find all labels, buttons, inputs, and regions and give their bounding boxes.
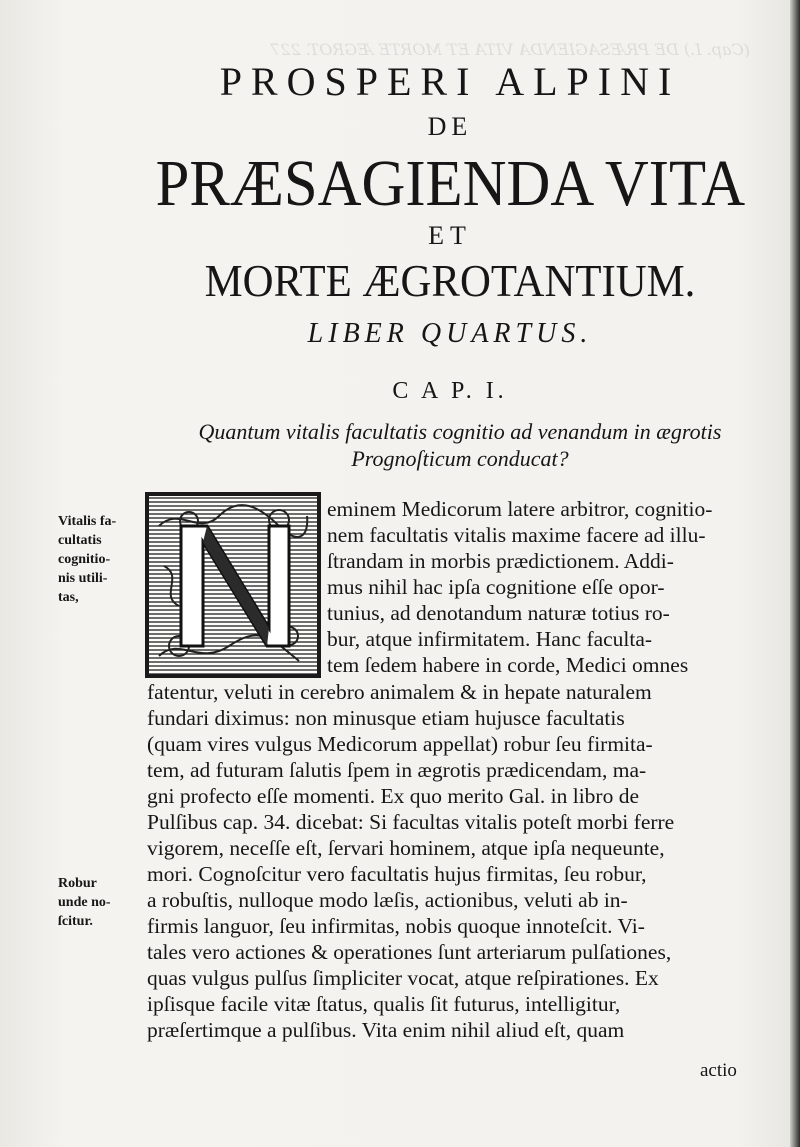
body-line: præſertimque a pulſibus. Vita enim nihil aliud eſt, quam: [147, 1018, 625, 1042]
chapter-title-line: Prognoſticum conducat?: [351, 446, 569, 471]
body-line: (quam vires vulgus Medicorum appellat) robur ſeu firmita-: [147, 732, 653, 756]
margin-note-robur: [58, 874, 140, 931]
body-line: ipſisque facile vitæ ſtatus, qualis ſit futurus, intelligitur,: [147, 992, 621, 1016]
margin-note-line: tas,: [58, 590, 79, 605]
body-line: mus nihil hac ipſa cognitione eſſe opor-: [327, 575, 665, 599]
decorated-initial-art: [149, 496, 317, 674]
decorated-initial: [145, 492, 321, 678]
margin-note-line: Vitalis fa-: [58, 514, 117, 529]
body-line: tales vero actiones & operationes ſunt arteriarum pulſationes,: [147, 940, 672, 964]
margin-note-vitalis: [58, 512, 140, 607]
page-edge-shadow: [790, 0, 800, 1147]
margin-note-line: ſcitur.: [58, 914, 93, 929]
body-line: gni profecto eſſe momenti. Ex quo merito Gal. in libro de: [147, 784, 639, 808]
body-line: vigorem, neceſſe eſt, ſervari hominem, atque ipſa nequeunte,: [147, 836, 665, 860]
margin-note-line: cognitio-: [58, 552, 111, 567]
body-line: a robuſtis, nulloque modo læſis, actionibus, veluti ab in-: [147, 888, 628, 912]
body-line: fundari diximus: non minusque etiam hujusce facultatis: [147, 706, 625, 730]
margin-note-line: nis utili-: [58, 571, 108, 586]
chapter-title: [150, 418, 770, 472]
bleed-through-text: (Cap. I.) DE PRÆSAGIENDA VITA ET MORTE ÆGROT. 227: [270, 40, 750, 59]
body-line: Pulſibus cap. 34. dicebat: Si facultas vitalis poteſt morbi ferre: [147, 810, 675, 834]
body-line: fatentur, veluti in cerebro animalem & in hepate naturalem: [147, 680, 652, 704]
margin-note-line: unde no-: [58, 895, 111, 910]
chapter-title-line: Quantum vitalis facultatis cognitio ad venandum in ægrotis: [198, 419, 722, 444]
subtitle: MORTE ÆGROTANTIUM.: [204, 255, 696, 306]
body-line: firmis languor, ſeu infirmitas, nobis quoque innoteſcit. Vi-: [147, 914, 645, 938]
body-line: eminem Medicorum latere arbitror, cognitio-: [327, 497, 713, 521]
catchword: actio: [700, 1060, 737, 1081]
body-line: tem ſedem habere in corde, Medici omnes: [327, 653, 689, 677]
author-heading: PROSPERI ALPINI: [219, 59, 681, 104]
body-line: mori. Cognoſcitur vero facultatis hujus firmitas, ſeu robur,: [147, 862, 647, 886]
book-number: LIBER QUARTUS.: [307, 318, 593, 349]
title-de: DE: [427, 112, 473, 141]
body-line: quas vulgus pulſus ſimpliciter vocat, atque reſpirationes. Ex: [147, 966, 659, 990]
margin-note-line: Robur: [58, 876, 97, 891]
title-et: ET: [428, 221, 472, 250]
body-line: tem, ad futuram ſalutis ſpem in ægrotis prædicendam, ma-: [147, 758, 647, 782]
margin-note-line: cultatis: [58, 533, 102, 548]
body-line: tunius, ad denotandum naturæ totius ro-: [327, 601, 670, 625]
main-title: PRÆSAGIENDA VITA: [155, 147, 746, 220]
body-line: ſtrandam in morbis prædictionem. Addi-: [327, 549, 674, 573]
body-line: bur, atque infirmitatem. Hanc faculta-: [327, 627, 653, 651]
body-line: nem facultatis vitalis maxime facere ad illu-: [327, 523, 706, 547]
chapter-heading: C A P. I.: [392, 378, 508, 404]
